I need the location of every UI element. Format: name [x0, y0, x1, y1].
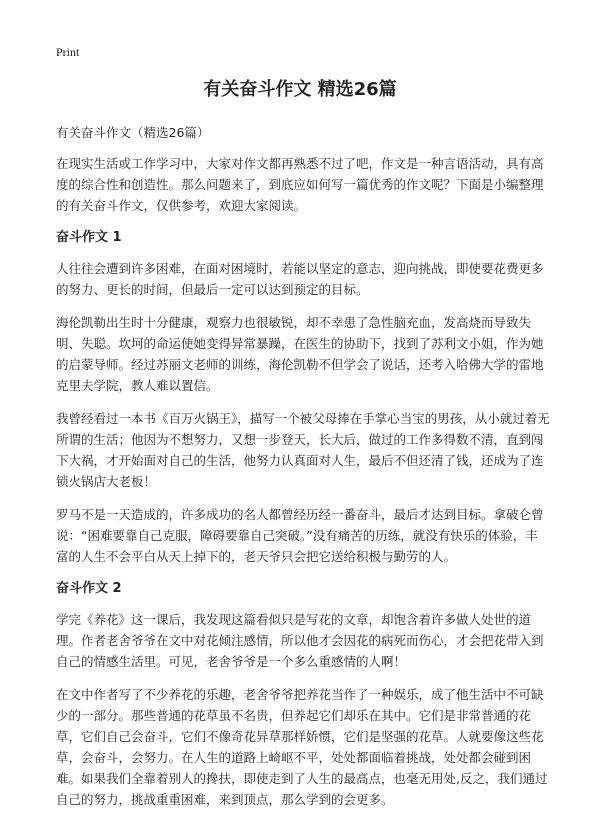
article-subtitle: 有关奋斗作文（精选26篇）	[56, 125, 210, 140]
paragraph: 在文中作者写了不少养花的乐趣，老舍爷爷把养花当作了一种娱乐，成了他生活中不可缺少的一部分。那些普通的花草虽不名贵，但养起它们却乐在其中。它们是非常普通的花草，它们自己会奋斗，它们不像奇花异草那样娇惯，它们是坚强的花草。人就要像这些花草，会奋斗，会努力。在人生的道路上崎岖不平，处处都面临着挑战，处处都会碰到困难。如果我们全靠着别人的搀扶，即使走到了人生的最高点，也毫无用处,反之，我们通过自己的努力，挑战重重困难，来到顶点，那么学到的会更多。	[56, 687, 548, 807]
section-heading-1: 奋斗作文 1	[56, 230, 122, 245]
print-link[interactable]: Print	[56, 45, 80, 59]
page-title: 有关奋斗作文 精选26篇	[203, 79, 397, 100]
paragraph: 学完《养花》这一课后，我发现这篇看似只是写花的文章，却饱含着许多做人处世的道理。作者老舍爷爷在文中对花倾注感情，所以他才会因花的病死而伤心，才会把花带入到自己的情感生活里。可见，老舍爷爷是一个多么重感情的人啊！	[56, 612, 544, 669]
paragraph: 海伦凯勒出生时十分健康，观察力也很敏锐，却不幸患了急性脑充血，发高烧而导致失明、失聪。坎坷的命运使她变得异常暴躁，在医生的协助下，找到了苏利文小姐，作为她的启蒙导师。经过苏丽文老师的训练，海伦凯勒不但学会了说话，还考入哈佛大学的雷地克里夫学院，教人难以置信。	[56, 315, 544, 393]
paragraph: 我曾经看过一本书《百万火锅王》，描写一个被父母捧在手掌心当宝的男孩，从小就过着无所谓的生活；他因为不想努力，又想一步登天，长大后，做过的工作多得数不清，直到闯下大祸，才开始面对自己的生活，他努力认真面对人生，最后不但还清了钱，还成为了连锁火锅店大老板！	[56, 411, 550, 489]
paragraph: 罗马不是一天造成的，许多成功的名人都曾经历经一番奋斗，最后才达到目标。拿破仑曾说：“困难要靠自己克服，障碍要靠自己突破。”没有痛苦的历练，就没有快乐的体验，丰富的人生不会平白从天上掉下的，老天爷只会把它送给积极与勤劳的人。	[56, 507, 544, 564]
intro-paragraph: 在现实生活或工作学习中，大家对作文都再熟悉不过了吧，作文是一种言语活动，具有高度的综合性和创造性。那么问题来了，到底应如何写一篇优秀的作文呢？下面是小编整理的有关奋斗作文，仅供参考，欢迎大家阅读。	[56, 156, 544, 213]
article-body	[56, 122, 550, 822]
section-heading-2: 奋斗作文 2	[56, 581, 122, 596]
paragraph: 人往往会遭到许多困难，在面对困境时，若能以坚定的意志，迎向挑战，即使要花费更多的努力、更长的时间，但最后一定可以达到预定的目标。	[56, 261, 544, 297]
